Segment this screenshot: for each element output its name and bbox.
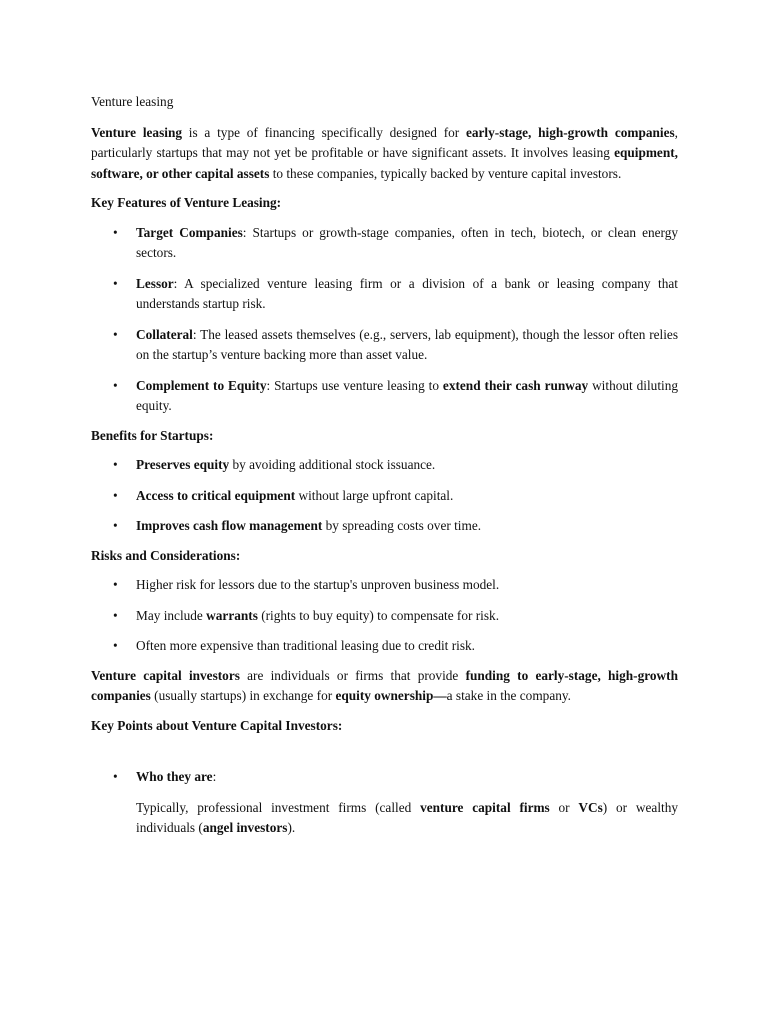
list-item xyxy=(91,486,678,507)
intro-text: to these companies, typically backed by venture capital investors. xyxy=(269,165,622,181)
item-bold-phrase: extend their cash runway xyxy=(442,377,589,393)
item-text: : The leased assets themselves (e.g., servers, lab equipment), though the lessor often relies on the startup’s venture backing more than asset value. xyxy=(136,326,678,362)
detail-bold: angel investors xyxy=(202,820,288,835)
vc-text: (usually startups) in exchange for xyxy=(150,688,336,703)
bullet-icon: • xyxy=(113,275,118,291)
item-text: (rights to buy equity) to compensate for risk. xyxy=(257,607,500,623)
detail-bold: VCs xyxy=(578,799,603,815)
item-label: Complement to Equity xyxy=(136,377,267,393)
bullet-icon: • xyxy=(113,769,118,784)
detail-text: Typically, professional investment firms (called xyxy=(136,799,421,815)
bullet-icon: • xyxy=(113,326,118,342)
item-bold-phrase: warrants xyxy=(206,607,258,623)
item-text: May include xyxy=(136,607,207,623)
item-text: by spreading costs over time. xyxy=(322,518,482,533)
item-label: Lessor xyxy=(136,275,174,291)
features-heading: Key Features of Venture Leasing: xyxy=(91,195,282,210)
item-label: Access to critical equipment xyxy=(136,487,296,503)
bullet-icon: • xyxy=(113,457,118,472)
list-item xyxy=(91,516,678,537)
detail-bold: venture capital firms xyxy=(420,799,550,815)
benefits-list xyxy=(91,455,678,537)
risks-heading: Risks and Considerations: xyxy=(91,547,241,563)
benefits-heading: Benefits for Startups: xyxy=(91,427,214,443)
item-label: Preserves equity xyxy=(136,457,230,472)
vc-points-list xyxy=(91,767,678,788)
bullet-icon: • xyxy=(113,487,118,503)
list-item xyxy=(91,325,678,366)
bullet-icon: • xyxy=(113,638,118,653)
risks-list xyxy=(91,575,678,657)
list-item xyxy=(91,223,678,264)
item-label: Collateral xyxy=(136,326,193,342)
intro-paragraph xyxy=(91,123,678,185)
who-detail-paragraph xyxy=(91,798,678,839)
intro-bold-term: Venture leasing xyxy=(91,124,182,140)
item-text: : xyxy=(212,769,217,784)
vc-text: a stake in the company. xyxy=(446,688,571,703)
intro-text: , particularly startups that may not yet be profitable or have significant assets. It involves leasing xyxy=(91,124,678,160)
document-body xyxy=(91,92,678,839)
intro-text: is a type of financing specifically designed for xyxy=(182,124,466,140)
list-item xyxy=(91,767,678,788)
list-item xyxy=(91,274,678,315)
vc-bold-phrase: funding to early-stage, high-growth companies xyxy=(91,667,678,703)
item-text: without large upfront capital. xyxy=(295,487,454,503)
intro-bold-phrase: equipment, software, or other capital assets xyxy=(91,145,678,181)
list-item xyxy=(91,376,678,417)
item-text: Higher risk for lessors due to the startup's unproven business model. xyxy=(136,577,500,592)
document-title: Venture leasing xyxy=(91,94,174,109)
list-item xyxy=(91,455,678,476)
item-label: Who they are xyxy=(136,769,213,784)
vc-paragraph xyxy=(91,666,678,707)
intro-bold-phrase: early-stage, high-growth companies xyxy=(465,124,675,140)
list-item xyxy=(91,575,678,596)
bullet-icon: • xyxy=(113,518,118,533)
vc-points-heading: Key Points about Venture Capital Investors: xyxy=(91,717,343,733)
list-item xyxy=(91,636,678,657)
item-label: Target Companies xyxy=(136,224,243,240)
vc-text: are individuals or firms that provide xyxy=(239,667,466,683)
bullet-icon: • xyxy=(113,224,118,240)
item-text: : Startups or growth-stage companies, often in tech, biotech, or clean energy sectors. xyxy=(136,224,679,260)
item-text: by avoiding additional stock issuance. xyxy=(229,457,436,472)
bullet-icon: • xyxy=(113,607,118,623)
item-text: : Startups use venture leasing to xyxy=(266,377,443,393)
detail-text: ). xyxy=(287,820,296,835)
detail-text: ) or wealthy individuals ( xyxy=(136,799,678,835)
features-list xyxy=(91,223,678,417)
vc-bold-phrase: equity ownership— xyxy=(335,688,447,703)
vc-bold-term: Venture capital investors xyxy=(91,667,240,683)
detail-text: or xyxy=(549,799,579,815)
item-text: without diluting equity. xyxy=(136,377,679,413)
bullet-icon: • xyxy=(113,577,118,592)
item-text: : A specialized venture leasing firm or a division of a bank or leasing company that understands startup risk. xyxy=(136,275,678,311)
list-item xyxy=(91,606,678,627)
item-text: Often more expensive than traditional leasing due to credit risk. xyxy=(136,638,475,653)
item-label: Improves cash flow management xyxy=(136,518,323,533)
spacer xyxy=(91,745,678,767)
bullet-icon: • xyxy=(113,377,118,393)
